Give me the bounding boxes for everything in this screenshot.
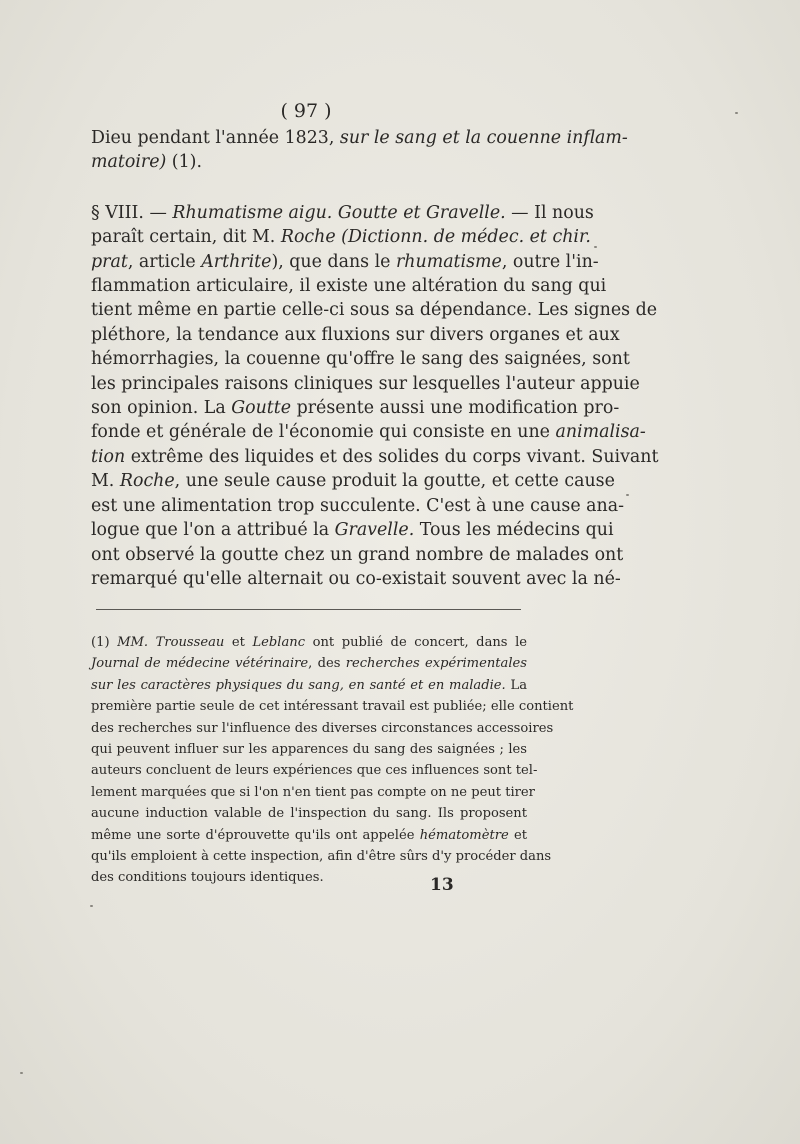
italic-run: rhumatisme bbox=[395, 251, 502, 272]
italic-run: hématomètre bbox=[419, 827, 509, 843]
page-number: ( 97 ) bbox=[280, 100, 332, 122]
section-heading-line bbox=[91, 201, 594, 225]
text-line: ont observé la goutte chez un grand nombre de malades ont bbox=[91, 544, 624, 565]
text-run: fonde et générale de l'économie qui consiste en une bbox=[91, 422, 556, 443]
footnote-line: première partie seule de cet intéressant travail est publiée; elle contient bbox=[91, 699, 574, 715]
text-line bbox=[91, 420, 646, 444]
text-run: — Il nous bbox=[505, 202, 594, 223]
italic-run: prat bbox=[91, 251, 128, 272]
italic-run: matoire) bbox=[91, 152, 167, 173]
text-line: remarqué qu'elle alternait ou co-existait souvent avec la né- bbox=[91, 568, 621, 589]
section-title: Rhumatisme aigu. Goutte et Gravelle. bbox=[172, 202, 506, 223]
footnote-line: des conditions toujours identiques. bbox=[91, 870, 324, 886]
text-run: présente aussi une modification pro- bbox=[291, 398, 620, 419]
text-run: ont publié de concert, dans le bbox=[305, 635, 527, 650]
text-line bbox=[91, 469, 615, 493]
text-line: flammation articulaire, il existe une altération du sang qui bbox=[91, 276, 607, 297]
italic-run: Goutte bbox=[231, 398, 292, 419]
italic-run: Roche bbox=[119, 471, 175, 492]
italic-run: sur le sang et la couenne inflam- bbox=[339, 128, 628, 148]
italic-run: Journal de médecine vétérinaire bbox=[91, 656, 309, 672]
footnote-line: qu'ils emploient à cette inspection, afin d'être sûrs d'y procéder dans bbox=[91, 849, 552, 865]
footnote bbox=[91, 632, 574, 889]
text-run: ), que dans le bbox=[271, 251, 396, 272]
footnote-line: des recherches sur l'influence des diverses circonstances accessoires bbox=[91, 720, 554, 736]
text-line: pléthore, la tendance aux fluxions sur divers organes et aux bbox=[91, 324, 620, 345]
text-run: et bbox=[224, 635, 253, 650]
text-line bbox=[91, 445, 659, 469]
text-run: , des bbox=[308, 656, 346, 672]
italic-run: recherches expérimentales bbox=[345, 656, 527, 672]
text-run: paraît certain, dit M. bbox=[91, 227, 281, 248]
text-line bbox=[91, 150, 527, 174]
italic-run: Arthrite bbox=[201, 251, 272, 272]
text-run: Tous les médecins qui bbox=[414, 520, 614, 541]
text-run: (1). bbox=[166, 152, 202, 173]
footnote-divider bbox=[96, 609, 521, 610]
paper-speck bbox=[735, 112, 738, 114]
italic-run: animalisa- bbox=[555, 422, 646, 443]
text-run: , une seule cause produit la goutte, et cette cause bbox=[174, 471, 615, 492]
section-number: § VIII. — bbox=[91, 202, 173, 223]
footnote-line bbox=[91, 653, 527, 674]
paper-speck bbox=[594, 246, 597, 248]
footnote-line bbox=[91, 675, 527, 696]
text-line bbox=[91, 225, 591, 249]
footnote-line bbox=[91, 632, 527, 653]
text-run: Dieu pendant l'année 1823, bbox=[91, 128, 340, 148]
signature-mark: 13 bbox=[430, 875, 454, 895]
main-text bbox=[91, 126, 659, 591]
text-line: hémorrhagies, la couenne qu'offre le sang des saignées, sont bbox=[91, 349, 630, 370]
text-line: les principales raisons cliniques sur lesquelles l'auteur appuie bbox=[91, 373, 640, 394]
paper-speck bbox=[626, 494, 629, 496]
text-line: tient même en partie celle-ci sous sa dépendance. Les signes de bbox=[91, 300, 657, 321]
text-line bbox=[91, 126, 628, 150]
text-run: La bbox=[505, 677, 527, 693]
paper-speck bbox=[90, 905, 93, 907]
footnote-marker: (1) bbox=[91, 635, 118, 650]
text-line bbox=[91, 250, 599, 274]
text-run: même une sorte d'éprouvette qu'ils ont appelée bbox=[91, 827, 420, 843]
footnote-line: aucune induction valable de l'inspection du sang. Ils proposent bbox=[91, 806, 527, 822]
paper-speck bbox=[20, 1072, 23, 1074]
footnote-line: auteurs concluent de leurs expériences que ces influences sont tel- bbox=[91, 763, 538, 779]
text-run: et bbox=[508, 827, 527, 843]
text-line bbox=[91, 396, 620, 420]
italic-run: Leblanc bbox=[252, 635, 306, 650]
text-run: son opinion. La bbox=[91, 398, 232, 419]
text-line bbox=[91, 518, 614, 542]
footnote-line: qui peuvent influer sur les apparences du sang des saignées ; les bbox=[91, 742, 527, 758]
text-run: extrême des liquides et des solides du corps vivant. Suivant bbox=[125, 446, 659, 467]
italic-run: tion bbox=[91, 446, 126, 467]
italic-run: MM. Trousseau bbox=[117, 635, 225, 650]
text-run: , article bbox=[127, 251, 202, 272]
footnote-line: lement marquées que si l'on n'en tient pas compte on ne peut tirer bbox=[91, 784, 535, 800]
footnote-line bbox=[91, 825, 527, 846]
italic-run: Roche (Dictionn. de médec. et chir. bbox=[280, 227, 591, 248]
text-run: logue que l'on a attribué la bbox=[91, 520, 335, 541]
text-run: , outre l'in- bbox=[501, 251, 599, 272]
text-run: M. bbox=[91, 471, 120, 492]
italic-run: sur les caractères physiques du sang, en santé et en maladie. bbox=[91, 677, 506, 693]
italic-run: Gravelle. bbox=[334, 520, 415, 541]
text-line: est une alimentation trop succulente. C'est à une cause ana- bbox=[91, 495, 624, 516]
